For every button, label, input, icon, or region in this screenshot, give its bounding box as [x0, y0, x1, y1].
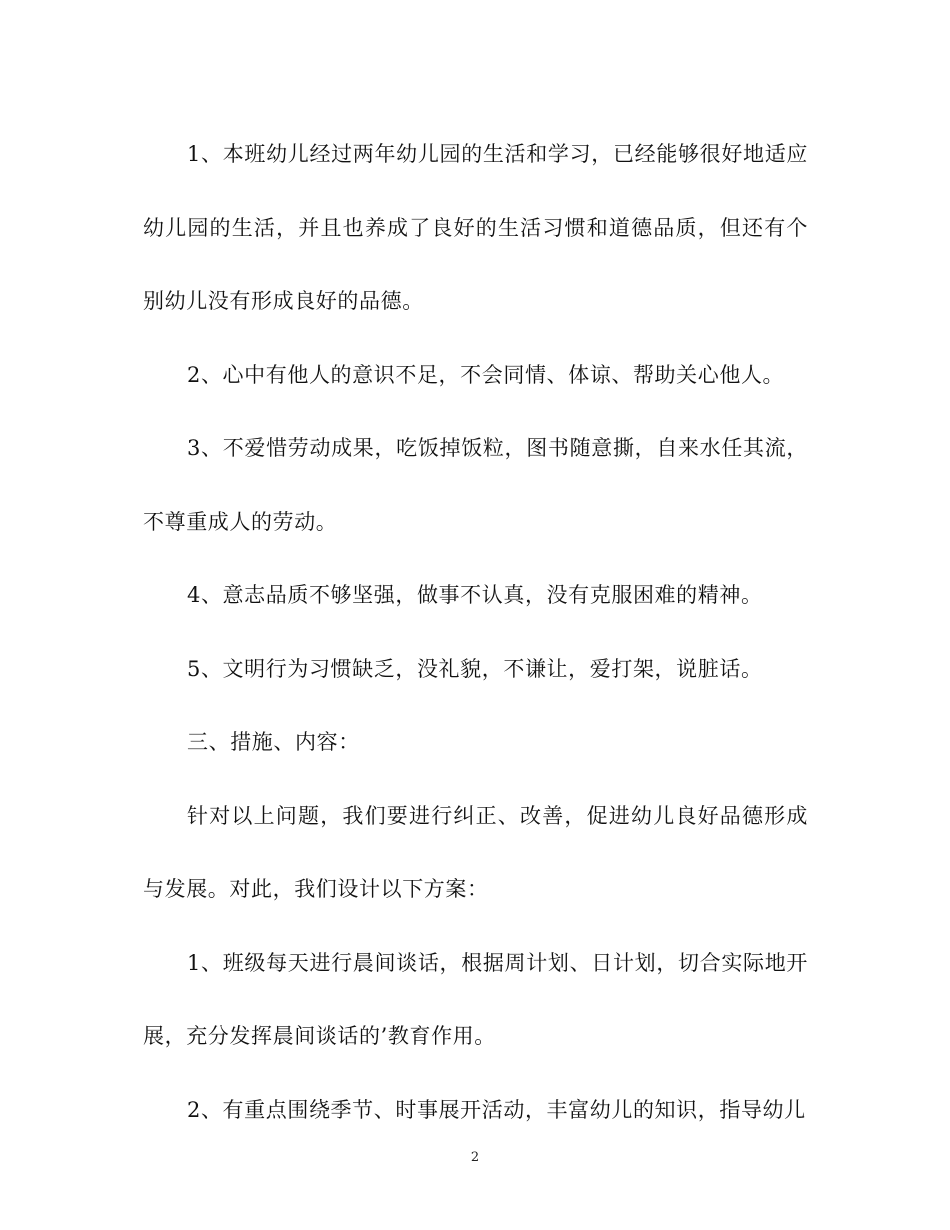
- paragraph-willpower-issue: 4、意志品质不够坚强，做事不认真，没有克服困难的精神。: [187, 583, 763, 607]
- paragraph-labor-respect-issue: 3、不爱惜劳动成果，吃饭掉饭粒，图书随意撕，自来水任其流，不尊重成人的劳动。: [143, 436, 808, 534]
- paragraph-seasonal-activities: 2、有重点围绕季节、时事展开活动，丰富幼儿的知识，指导幼儿: [187, 1097, 806, 1122]
- paragraph-morning-talk: 1、班级每天进行晨间谈话，根据周计划、日计划，切合实际地开展，充分发挥晨间谈话的’教育作用。: [143, 950, 808, 1048]
- document-body: [143, 118, 808, 1147]
- page-number: 2: [470, 1150, 480, 1165]
- section-heading-measures: 三、措施、内容：: [187, 730, 360, 754]
- paragraph-manners-issue: 5、文明行为习惯缺乏，没礼貌，不谦让，爱打架，说脏话。: [187, 656, 763, 681]
- paragraph-class-situation: 1、本班幼儿经过两年幼儿园的生活和学习，已经能够很好地适应幼儿园的生活，并且也养成了良好的生活习惯和道德品质，但还有个别幼儿没有形成良好的品德。: [143, 142, 808, 313]
- paragraph-empathy-issue: 2、心中有他人的意识不足，不会同情、体谅、帮助关心他人。: [187, 362, 785, 387]
- paragraph-measures-intro: 针对以上问题，我们要进行纠正、改善，促进幼儿良好品德形成与发展。对此，我们设计以下方案：: [143, 803, 808, 901]
